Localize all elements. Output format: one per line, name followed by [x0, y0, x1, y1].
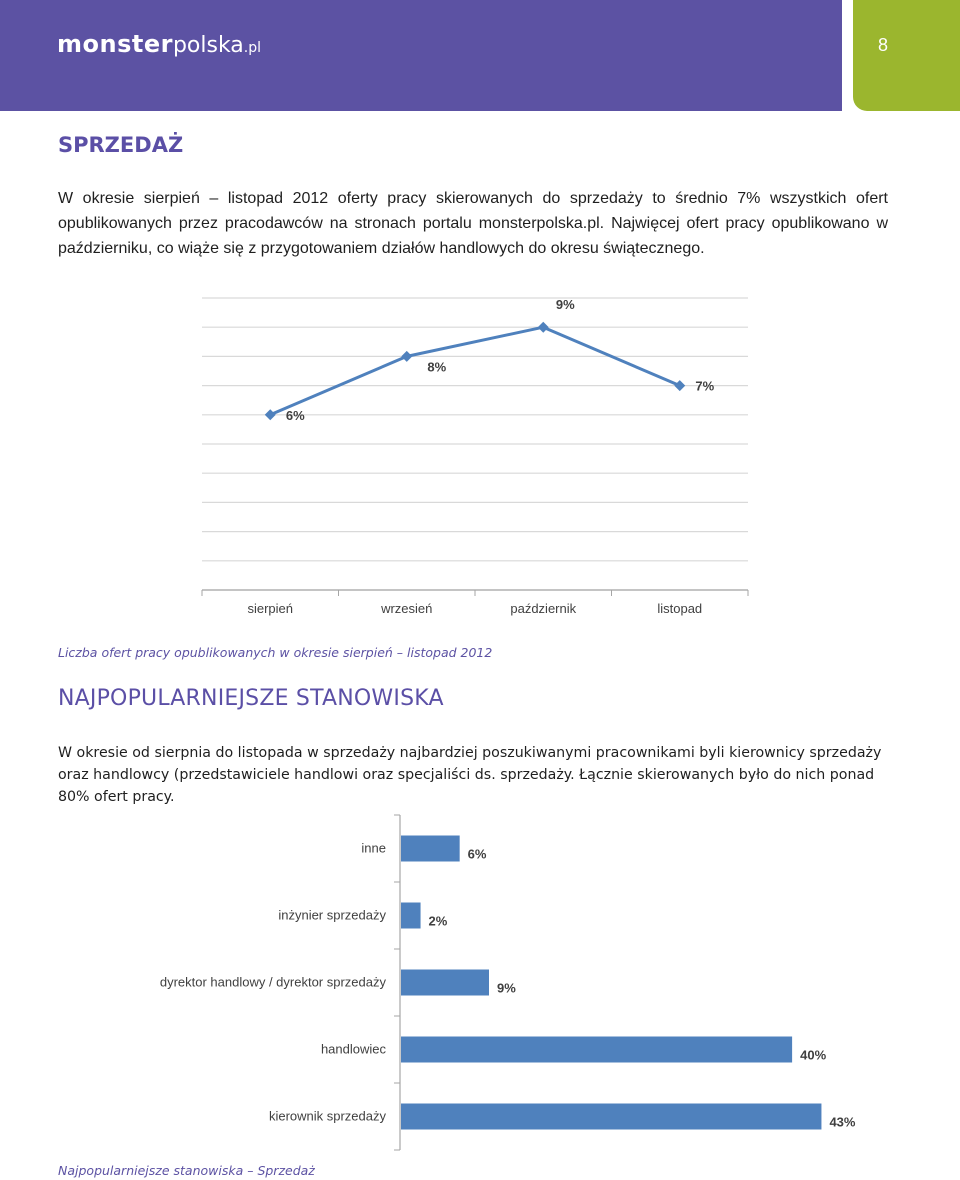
bar-chart-caption: Najpopularniejsze stanowiska – Sprzedaż	[58, 1163, 315, 1178]
data-label: 7%	[695, 378, 715, 394]
monsterpolska-logo[interactable]	[57, 30, 261, 58]
category-label: kierownik sprzedaży	[268, 1108, 386, 1124]
category-label: dyrektor handlowy / dyrektor sprzedaży	[159, 974, 386, 990]
category-label: inne	[361, 840, 386, 856]
bar	[401, 970, 489, 996]
monthly-offers-line-chart	[180, 290, 780, 630]
bar	[401, 903, 421, 929]
logo-main-text: monster	[57, 30, 173, 58]
positions-bar-chart	[100, 810, 860, 1160]
section-title-sales: SPRZEDAŻ	[58, 133, 184, 157]
data-point-marker	[265, 409, 276, 420]
section-title-positions: NAJPOPULARNIEJSZE STANOWISKA	[58, 686, 444, 711]
data-label: 6%	[285, 407, 305, 423]
data-point-marker	[401, 351, 412, 362]
data-label: 8%	[427, 359, 447, 375]
series-line	[270, 327, 680, 415]
data-point-marker	[674, 380, 685, 391]
data-point-marker	[538, 322, 549, 333]
data-label: 9%	[497, 980, 516, 996]
x-tick-label: październik	[510, 601, 577, 616]
bar	[401, 1037, 792, 1063]
header-bar	[0, 0, 842, 111]
bar-chart-svg	[100, 810, 860, 1160]
category-label: inżynier sprzedaży	[278, 907, 386, 923]
bar	[401, 1104, 821, 1130]
data-label: 9%	[555, 297, 575, 313]
x-tick-label: wrzesień	[381, 601, 433, 616]
data-label: 43%	[829, 1114, 856, 1130]
page-number-tab	[853, 0, 960, 111]
line-chart-svg	[180, 290, 780, 630]
data-label: 6%	[467, 846, 487, 862]
category-label: handlowiec	[320, 1041, 386, 1057]
sales-intro-paragraph: W okresie sierpień – listopad 2012 oferty pracy skierowanych do sprzedaży to średnio 7% wszystkich ofert opublikowanych przez pracodawców na stronach portalu monsterpolska.pl. Najwięcej ofert pracy opublikowano w październiku, co wiąże się z przygotowaniem działów handlowych do okresu świątecznego.	[58, 190, 888, 257]
data-label: 40%	[800, 1047, 827, 1063]
positions-paragraph: W okresie od sierpnia do listopada w sprzedaży najbardziej poszukiwanymi pracownikami byli kierownicy sprzedaży oraz handlowcy (przedstawiciele handlowi oraz specjaliści ds. sprzedaży. Łącznie skierowanych było do nich ponad 80% ofert pracy.	[58, 745, 882, 805]
x-tick-label: listopad	[657, 601, 703, 616]
bar	[401, 836, 460, 862]
page-number: 8	[877, 35, 888, 55]
data-label: 2%	[428, 913, 448, 929]
x-tick-label: sierpień	[247, 601, 294, 616]
logo-sub-text: polska	[172, 33, 244, 58]
logo-tld-text: .pl	[243, 40, 262, 56]
line-chart-caption: Liczba ofert pracy opublikowanych w okresie sierpień – listopad 2012	[58, 645, 493, 660]
